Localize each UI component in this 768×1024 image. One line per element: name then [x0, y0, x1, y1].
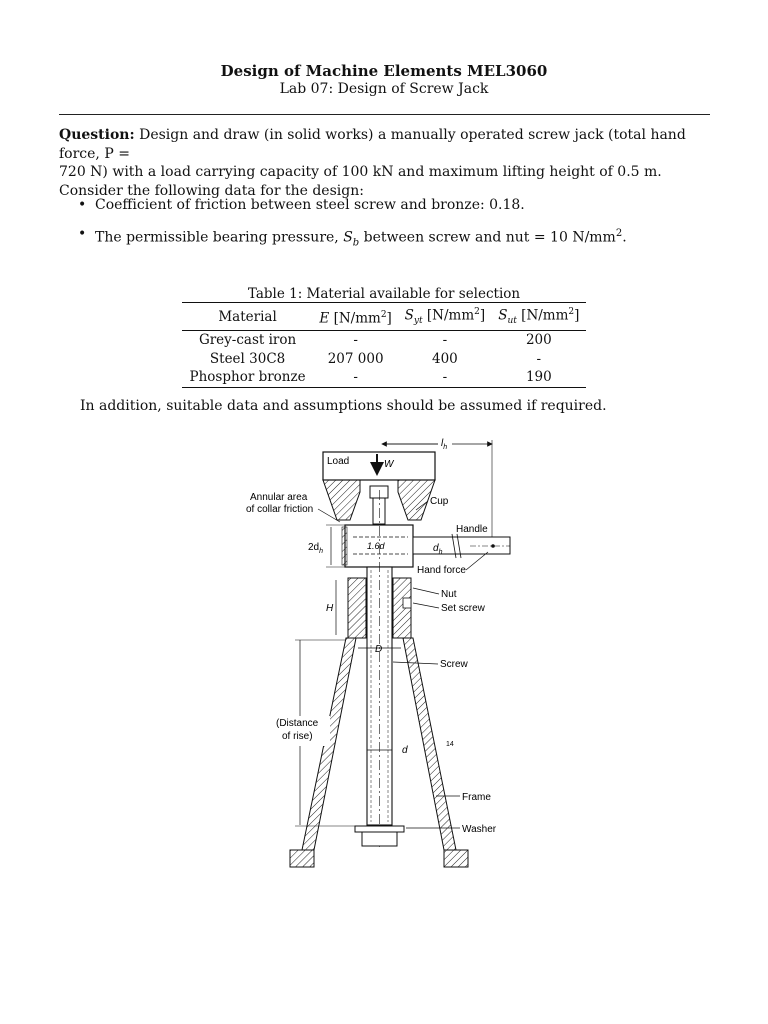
n14-label: 14 — [446, 741, 454, 748]
table-cell: - — [353, 369, 358, 386]
table-cell: 200 — [525, 332, 552, 349]
d-small-label: d — [402, 745, 408, 756]
bullet-bearing-end: . — [622, 229, 627, 246]
design-data-list — [78, 196, 708, 263]
washer — [355, 826, 404, 832]
rise-label-1: (Distance — [276, 718, 319, 729]
horizontal-rule — [59, 114, 710, 115]
screw-label: Screw — [440, 659, 468, 670]
annular-label-2: of collar friction — [246, 504, 314, 515]
assumptions-note: In addition, suitable data and assumptions should be assumed if required. — [80, 398, 607, 414]
bullet-bearing-mid: between screw and nut = 10 N/mm — [359, 229, 616, 246]
hand-force-leader — [466, 552, 488, 570]
lh-label: $l_h$ — [441, 438, 448, 451]
frame-label: Frame — [462, 792, 491, 803]
question-line-3: Consider the following data for the design: — [59, 182, 364, 199]
frame-base-right — [444, 850, 468, 867]
d16-label: 1.6d — [367, 541, 385, 551]
cup-label: Cup — [430, 496, 449, 507]
two-dh-label: $2d_h$ — [308, 542, 324, 555]
table-cell: Steel 30C8 — [209, 350, 286, 367]
header-material: Material — [218, 308, 277, 325]
table-cell: - — [536, 350, 542, 367]
washer-label: Washer — [462, 824, 497, 835]
header-e: E $[N/mm^2]$ — [319, 309, 392, 327]
document-title: Design of Machine Elements MEL3060 — [220, 62, 548, 80]
nut-left — [348, 578, 366, 638]
table-cell: - — [442, 369, 448, 386]
table-cell: 400 — [432, 350, 458, 367]
question-paragraph — [59, 126, 714, 200]
table-cell: 207 000 — [327, 350, 384, 367]
header-sut: $S_{ut}$ $[N/mm^2]$ — [498, 307, 580, 327]
bullet-bearing-symbol: S — [343, 229, 353, 246]
nut-label: Nut — [441, 589, 457, 600]
load-label: Load — [327, 456, 350, 467]
annular-label-1: Annular area — [250, 492, 308, 503]
table-cell: Phosphor bronze — [189, 369, 306, 386]
table-cell: 190 — [525, 369, 552, 386]
rise-label-2: of rise) — [282, 731, 313, 742]
table-cell: - — [442, 332, 448, 349]
load-w-label: W — [384, 459, 394, 470]
hand-force-label: Hand force — [417, 565, 466, 576]
dh-label: $d_h$ — [433, 543, 443, 556]
question-label: Question: — [59, 127, 135, 143]
table-row — [182, 331, 586, 350]
bullet-friction — [78, 196, 708, 214]
h-label: H — [326, 603, 334, 614]
set-screw-leader — [413, 603, 439, 608]
frame-base-left — [290, 850, 314, 867]
cup-bolt-stem — [373, 498, 385, 524]
cup-left — [323, 480, 360, 520]
table-cell: - — [353, 332, 358, 349]
bullet-bearing-pressure — [78, 225, 708, 252]
set-screw-label: Set screw — [441, 603, 485, 614]
bullet-bearing-prefix: The permissible bearing pressure, — [95, 229, 344, 246]
set-screw — [403, 598, 411, 608]
cup-bolt — [370, 486, 388, 498]
bottom-nut — [362, 832, 397, 846]
screw-jack-figure — [230, 430, 530, 880]
screw-head-hatch-left — [342, 527, 347, 565]
document-subtitle: Lab 07: Design of Screw Jack — [279, 81, 489, 97]
bullet-bearing-subscript: b — [352, 237, 360, 249]
table-cell: Grey-cast iron — [198, 332, 297, 349]
bullet-bearing-sup: 2 — [615, 228, 623, 239]
bullet-friction-text: Coefficient of friction between steel screw and bronze: 0.18. — [95, 197, 525, 213]
handle-bar — [413, 537, 510, 554]
d-big-label: D — [375, 644, 383, 655]
table-caption: Table 1: Material available for selection — [247, 286, 521, 302]
table-row — [182, 350, 586, 369]
nut-leader — [413, 588, 439, 594]
question-line-2: 720 N) with a load carrying capacity of 100 kN and maximum lifting height of 0.5 m. — [59, 164, 662, 180]
table-row — [182, 368, 586, 387]
material-table — [182, 302, 586, 388]
question-line-1: Design and draw (in solid works) a manually operated screw jack (total hand force, P = — [59, 127, 686, 162]
handle-label: Handle — [456, 524, 488, 535]
table-header-row — [182, 303, 586, 331]
header-syt: $S_{yt}$ $[N/mm^2]$ — [404, 307, 486, 327]
